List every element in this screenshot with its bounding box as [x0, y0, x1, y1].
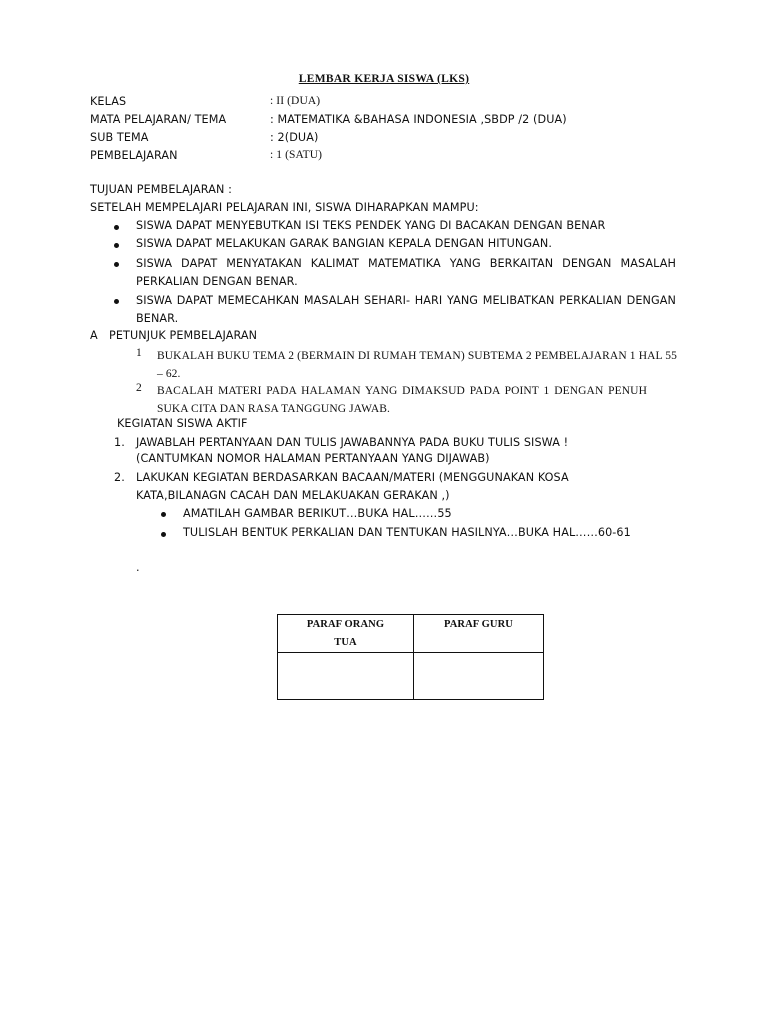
step-number: 2 — [136, 382, 142, 394]
signature-header-parent-line2: TUA — [334, 637, 357, 648]
info-label-sub-tema: SUB TEMA — [90, 131, 149, 144]
info-value-pembelajaran: : 1 (SATU) — [270, 149, 323, 161]
objectives-heading: TUJUAN PEMBELAJARAN : — [90, 183, 232, 196]
bullet-icon — [114, 225, 119, 230]
info-label-kelas: KELAS — [90, 95, 127, 108]
step-number: 1 — [136, 347, 142, 359]
activity-text: LAKUKAN KEGIATAN BERDASARKAN BACAAN/MATERI (MENGGUNAKAN KOSA — [136, 471, 569, 484]
activity-number: 2. — [114, 471, 125, 484]
objective-item: SISWA DAPAT MENYATAKAN KALIMAT MATEMATIKA YANG BERKAITAN DENGAN MASALAH PERKALIAN DENGAN BENAR. — [136, 257, 676, 288]
info-label-mata-pelajaran: MATA PELAJARAN/ TEMA — [90, 113, 227, 126]
activity-heading: KEGIATAN SISWA AKTIF — [117, 417, 248, 430]
info-value-mata-pelajaran: : MATEMATIKA &BAHASA INDONESIA ,SBDP /2 (DUA) — [270, 113, 567, 126]
info-value-kelas: : II (DUA) — [270, 95, 321, 107]
page-title: LEMBAR KERJA SISWA (LKS) — [298, 73, 470, 85]
bullet-icon — [114, 262, 119, 267]
signature-table — [277, 614, 544, 700]
section-a-letter: A — [90, 329, 98, 342]
activity-subitem: AMATILAH GAMBAR BERIKUT…BUKA HAL……55 — [183, 507, 452, 520]
activity-number: 1. — [114, 436, 125, 449]
signature-header-parent — [278, 615, 414, 653]
signature-header-teacher — [414, 615, 544, 653]
section-a-heading: PETUNJUK PEMBELAJARAN — [109, 329, 258, 342]
objective-item: SISWA DAPAT MEMECAHKAN MASALAH SEHARI- HARI YANG MELIBATKAN PERKALIAN DENGAN BENAR. — [136, 294, 676, 325]
bullet-icon — [114, 299, 119, 304]
objective-item: SISWA DAPAT MELAKUKAN GARAK BANGIAN KEPALA DENGAN HITUNGAN. — [136, 237, 553, 250]
info-label-pembelajaran: PEMBELAJARAN — [90, 149, 178, 162]
bullet-icon — [114, 243, 119, 248]
signature-header-teacher-label: PARAF GURU — [444, 619, 513, 630]
activity-text: JAWABLAH PERTANYAAN DAN TULIS JAWABANNYA PADA BUKU TULIS SISWA ! — [136, 436, 569, 449]
objectives-intro: SETELAH MEMPELAJARI PELAJARAN INI, SISWA DIHARAPKAN MAMPU: — [90, 201, 479, 214]
step-text: BUKALAH BUKU TEMA 2 (BERMAIN DI RUMAH TEMAN) SUBTEMA 2 PEMBELAJARAN 1 HAL 55 – 62. — [157, 350, 677, 380]
bullet-icon — [161, 532, 166, 537]
stray-mark: . — [136, 561, 140, 574]
signature-cell-parent[interactable] — [278, 653, 414, 700]
activity-text: (CANTUMKAN NOMOR HALAMAN PERTANYAAN YANG DIJAWAB) — [136, 452, 490, 465]
signature-cell-teacher[interactable] — [414, 653, 544, 700]
step-text: BACALAH MATERI PADA HALAMAN YANG DIMAKSUD PADA POINT 1 DENGAN PENUH SUKA CITA DAN RASA TANGGUNG JAWAB. — [157, 385, 647, 415]
objective-item: SISWA DAPAT MENYEBUTKAN ISI TEKS PENDEK YANG DI BACAKAN DENGAN BENAR — [136, 219, 606, 232]
signature-header-parent-line1: PARAF ORANG — [306, 619, 385, 630]
bullet-icon — [161, 512, 166, 517]
info-value-sub-tema: : 2(DUA) — [270, 131, 319, 144]
activity-text: KATA,BILANAGN CACAH DAN MELAKUAKAN GERAKAN ,) — [136, 489, 450, 502]
activity-subitem: TULISLAH BENTUK PERKALIAN DAN TENTUKAN HASILNYA…BUKA HAL……60-61 — [183, 526, 631, 539]
